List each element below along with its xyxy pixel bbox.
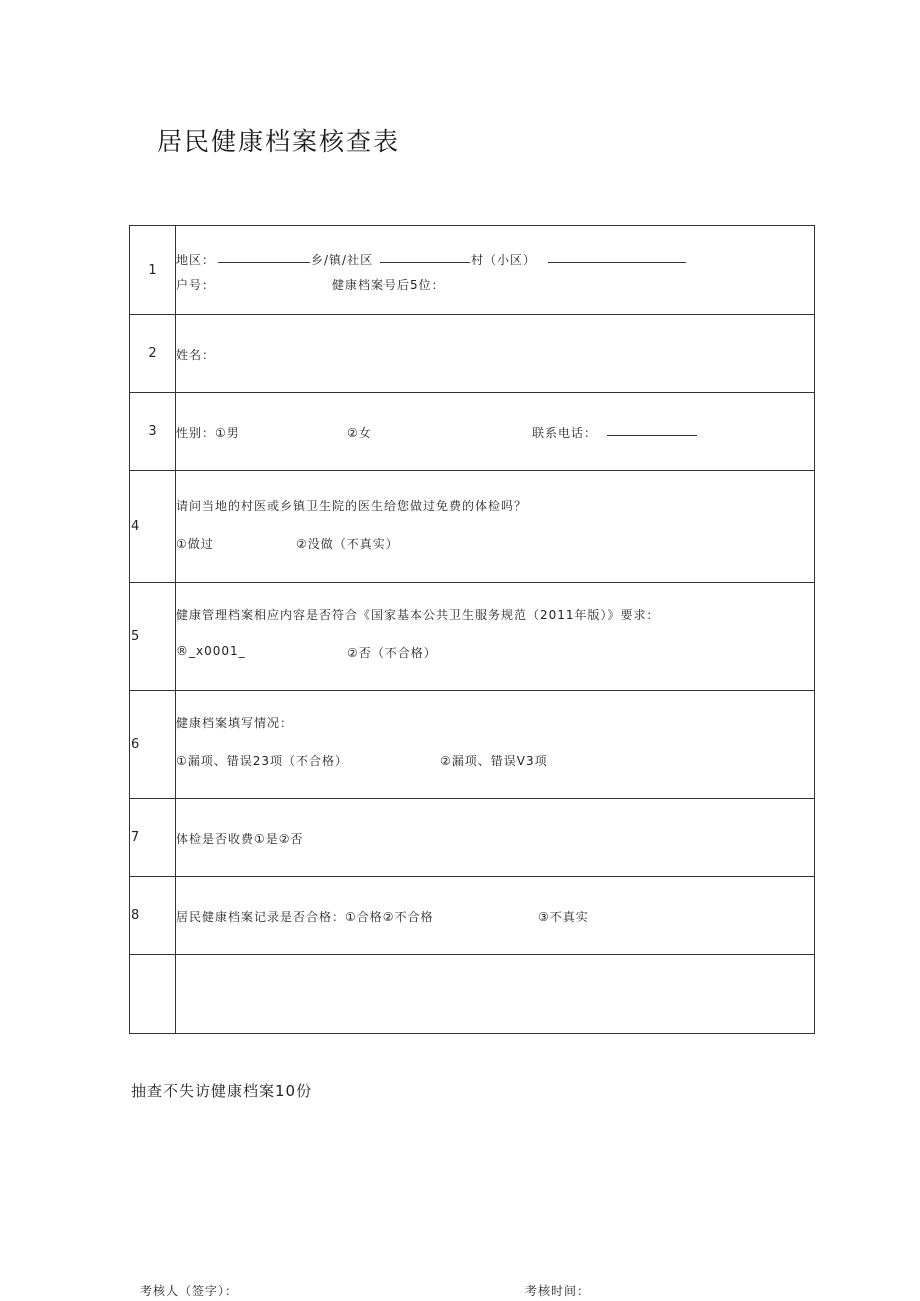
row-number: 5 [130, 583, 176, 691]
question-text: 体检是否收费①是②否 [176, 831, 304, 846]
table-row [130, 583, 815, 691]
question-text: 居民健康档案记录是否合格：①合格②不合格 [176, 909, 434, 924]
table-row [130, 877, 815, 955]
table-row [130, 471, 815, 583]
table-row [130, 226, 815, 315]
row-number: 1 [130, 226, 176, 315]
row-number: 4 [130, 471, 176, 583]
gender-female-option[interactable]: ②女 [347, 425, 372, 440]
check-table [129, 225, 815, 1034]
review-time-label: 考核时间： [525, 1284, 591, 1298]
reviewer-signature-label: 考核人（签字）： [140, 1284, 239, 1298]
row-number [130, 955, 176, 1034]
question-text: 健康档案填写情况： [176, 716, 294, 730]
option-no[interactable]: ②否（不合格） [347, 646, 437, 660]
sampling-note: 抽查不失访健康档案10份 [131, 1082, 313, 1100]
table-row [130, 955, 815, 1034]
row-number: 7 [130, 799, 176, 877]
question-text: 请问当地的村医或乡镇卫生院的医生给您做过免费的体检吗？ [176, 499, 528, 513]
name-label: 姓名： [176, 347, 216, 362]
page-title: 居民健康档案核查表 [157, 127, 401, 156]
row-number: 6 [130, 691, 176, 799]
row-number: 3 [130, 393, 176, 471]
township-label: 乡/镇/社区 [311, 252, 374, 267]
township-field[interactable] [380, 251, 470, 263]
area-field[interactable] [218, 251, 310, 263]
option-yes[interactable]: ®_x0001_ [176, 644, 246, 658]
option-errors-many[interactable]: ①漏项、错误23项（不合格） [176, 754, 349, 768]
table-row [130, 393, 815, 471]
table-row [130, 691, 815, 799]
village-field[interactable] [548, 251, 686, 263]
household-label: 户号： [176, 277, 216, 292]
row-number: 8 [130, 877, 176, 955]
option-not-true[interactable]: ③不真实 [538, 909, 589, 924]
table-row [130, 315, 815, 393]
option-not-done[interactable]: ②没做（不真实） [296, 537, 399, 551]
area-label: 地区： [176, 252, 216, 267]
phone-field[interactable] [607, 424, 697, 436]
phone-label: 联系电话： [532, 425, 598, 440]
record-number-label: 健康档案号后5位： [332, 277, 445, 292]
option-done[interactable]: ①做过 [176, 537, 214, 551]
option-errors-few[interactable]: ②漏项、错误V3项 [440, 754, 548, 768]
gender-male-option[interactable]: 性别：①男 [176, 425, 240, 440]
empty-cell [176, 955, 815, 1034]
village-label: 村（小区） [471, 252, 537, 267]
row-number: 2 [130, 315, 176, 393]
question-text: 健康管理档案相应内容是否符合《国家基本公共卫生服务规范（2011年版）》要求： [176, 608, 660, 622]
table-row [130, 799, 815, 877]
